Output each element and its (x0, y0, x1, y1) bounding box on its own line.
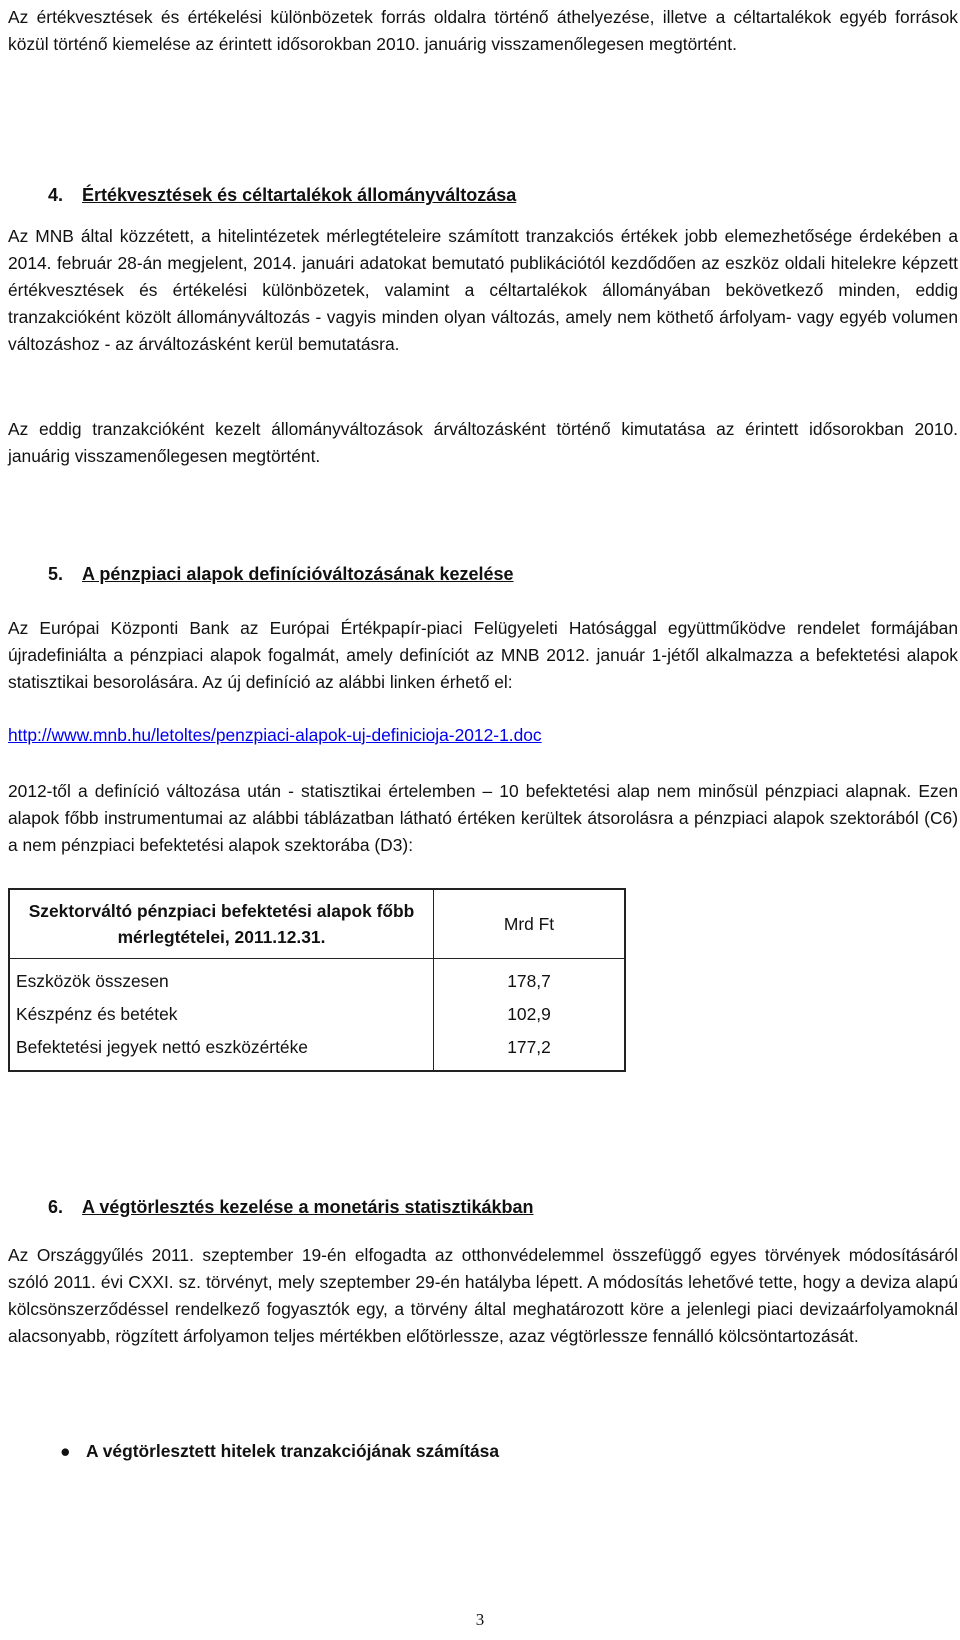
section-5-paragraph-1 (8, 615, 958, 696)
page-number: 3 (475, 1610, 485, 1629)
section-6-heading (48, 1194, 534, 1220)
section-4-text-1: Az MNB által közzétett, a hitelintézetek mérlegtételeire számított tranzakciós értékek jobb elemezhetősége érdekében a 2014. február 28-án megjelent, 2014. januári adatokat bemutató publikációtól kezdődően az eszköz oldali hitelekre képzett értékvesztések és értékelési különbözetek, valamint a céltartalékok állományában bekövetkező minden, eddig tranzakcióként közölt állományváltozás - vagyis minden olyan változás, amely nem köthető árfolyam- vagy egyéb volumen változáshoz - az árváltozásként kerül bemutatásra. (8, 226, 958, 354)
table-header-row (9, 889, 625, 959)
section-4-paragraph-2 (8, 416, 958, 470)
section-4-number: 4. (48, 185, 64, 205)
table-header-title: Szektorváltó pénzpiaci befektetési alapok főbb mérlegtételei, 2011.12.31. (9, 889, 434, 959)
row-value: 178,7 (434, 959, 626, 999)
row-label: Készpénz és betétek (16, 1004, 178, 1024)
section-4-text-2: Az eddig tranzakcióként kezelt állományváltozások árváltozásként történő kimutatása az érintett idősorokban 2010. januárig visszamenőlegesen megtörtént. (8, 419, 958, 466)
table-row (9, 959, 625, 999)
table-header-unit: Mrd Ft (434, 889, 626, 959)
bullet-icon: ● (60, 1441, 71, 1461)
section-5-title: A pénzpiaci alapok definícióváltozásának kezelése (82, 564, 514, 584)
section-6-text-1: Az Országgyűlés 2011. szeptember 19-én elfogadta az otthonvédelemmel összefüggő egyes törvények módosításáról szóló 2011. évi CXXI. sz. törvényt, mely szeptember 29-én hatályba lépett. A módosítás lehetővé tette, hogy a deviza alapú kölcsönszerződéssel rendelkező fogyasztók egy, a törvény által meghatározott köre a jelenlegi piaci devizaárfolyamoknál alacsonyabb, rögzített árfolyamon teljes mértékben előtörlessze, azaz végtörlessze fennálló kölcsöntartozását. (8, 1245, 958, 1346)
section-6-paragraph-1 (8, 1242, 958, 1350)
sector-switch-table (8, 888, 626, 1072)
table-row (9, 1031, 625, 1071)
section-5-paragraph-2 (8, 778, 958, 859)
row-label: Eszközök összesen (16, 971, 169, 991)
section-5-number: 5. (48, 564, 64, 584)
intro-paragraph (8, 4, 958, 58)
bullet-text: A végtörlesztett hitelek tranzakciójának számítása (86, 1441, 500, 1461)
bullet-item (60, 1438, 499, 1465)
section-6-number: 6. (48, 1197, 64, 1217)
section-6-title: A végtörlesztés kezelése a monetáris statisztikákban (82, 1197, 534, 1217)
table-row (9, 998, 625, 1031)
row-value: 102,9 (434, 998, 626, 1031)
section-5-text-1: Az Európai Központi Bank az Európai Értékpapír-piaci Felügyeleti Hatósággal együttműködve rendelet formájában újradefiniálta a pénzpiaci alapok fogalmát, amely definíciót az MNB 2012. január 1-jétől alkalmazza a befektetési alapok statisztikai besorolására. Az új definíció az alábbi linken érhető el: (8, 618, 958, 692)
section-4-title: Értékvesztések és céltartalékok állományváltozása (82, 185, 517, 205)
section-5-text-2: 2012-től a definíció változása után - statisztikai értelemben – 10 befektetési alap nem minősül pénzpiaci alapnak. Ezen alapok főbb instrumentumai az alábbi táblázatban látható értéken kerültek átsorolásra a pénzpiaci alapok szektorából (C6) a nem pénzpiaci befektetési alapok szektorába (D3): (8, 781, 958, 855)
intro-text: Az értékvesztések és értékelési különbözetek forrás oldalra történő áthelyezése, illetve a céltartalékok egyéb források közül történő kiemelése az érintett idősorokban 2010. januárig visszamenőlegesen megtörtént. (8, 7, 958, 54)
section-5-heading (48, 561, 514, 587)
row-value: 177,2 (434, 1031, 626, 1071)
row-label: Befektetési jegyek nettó eszközértéke (16, 1037, 308, 1057)
section-4-paragraph-1 (8, 223, 958, 358)
definition-link[interactable]: http://www.mnb.hu/letoltes/penzpiaci-alapok-uj-definicioja-2012-1.doc (8, 725, 542, 745)
section-4-heading (48, 182, 516, 208)
